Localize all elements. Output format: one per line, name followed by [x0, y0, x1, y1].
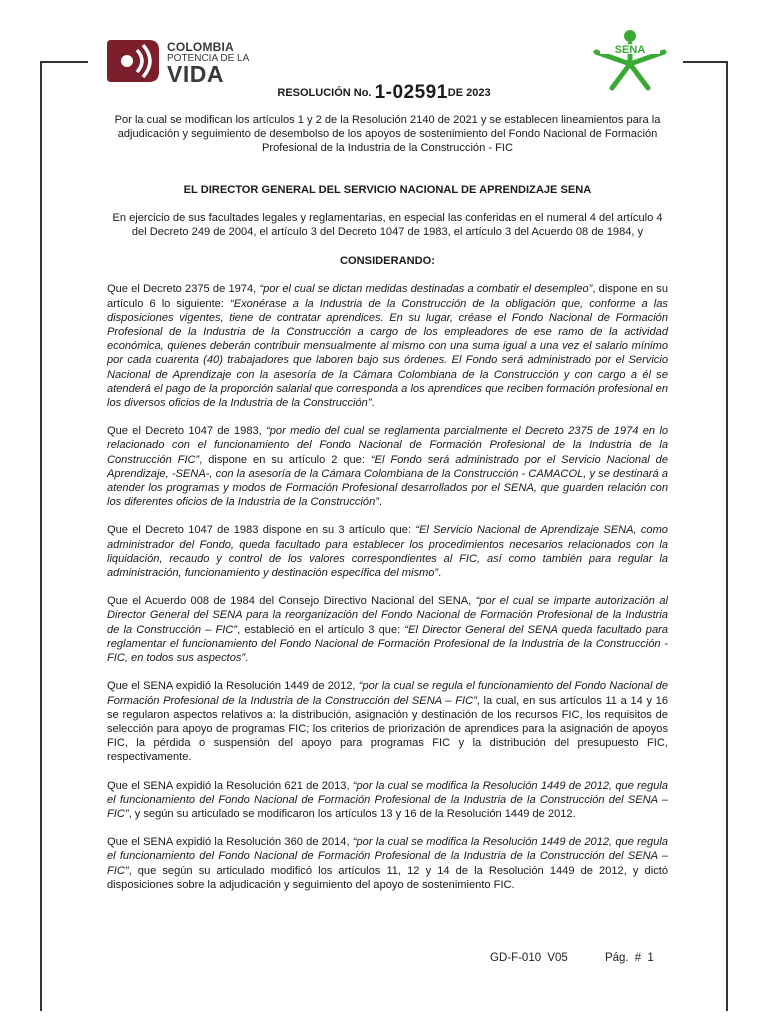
considering-paragraph-4 [107, 594, 668, 665]
paragraph-quote: “por la cual se regula el funcionamiento del Fondo Nacional de Formación Profesional de la Industria de la Construcción del SENA – FIC” [107, 680, 668, 707]
paragraph-quote: “El Director General del SENA queda facultado para reglamentar el funcionamiento del Fondo Nacional de Formación Profesional de la Industria de la Construcción - FIC, en todos sus aspectos” [107, 623, 669, 665]
paragraph-text: . [438, 567, 442, 580]
paragraph-quote: “por la cual se modifica la Resolución 1449 de 2012, que regula el funcionamiento del Fondo Nacional de Formación Profesional de la Industria de la Construcción del SENA – FIC” [107, 836, 668, 877]
considering-paragraph-2 [107, 424, 668, 509]
paragraph-text: Que el SENA expidió la Resolución 360 de 2014, [107, 836, 353, 849]
form-code: GD-F-010 V05 [490, 952, 568, 964]
paragraph-text: , la cual, en sus artículos 11 a 14 y 16 se regularon aspectos relativos a: la distribución, asignación y destinación de los recursos FIC, los requisitos de selección para apoyo de programas FIC; los criterios de priorización de aprendices para la asignación de apoyos FIC, la pérdida o suspensión del apoyo para programas FIC y la distribución del presupuesto FIC, respectivamente. [107, 694, 668, 764]
frame-line-top-left [40, 61, 88, 63]
sena-logo-text: SENA [614, 44, 646, 56]
paragraph-text: Que el Decreto 2375 de 1974, [107, 283, 260, 296]
paragraph-quote: “por el cual se imparte autorización al Director General del SENA para la reorganización del Fondo Nacional de Formación Profesional de la Industria de la Construcción – FIC” [107, 595, 668, 636]
considering-paragraph-7 [107, 835, 668, 892]
resolution-year: DE 2023 [447, 87, 491, 99]
paragraph-text: Que el SENA expidió la Resolución 621 de 2013, [107, 779, 353, 792]
logo-text-vida: VIDA [167, 61, 224, 87]
paragraph-text: Que el Decreto 1047 de 1983, [107, 425, 267, 438]
paragraph-text: , y según su articulado se modificaron los artículos 13 y 16 de la Resolución 1449 de 2012. [128, 807, 576, 820]
considering-paragraph-5 [107, 679, 668, 764]
considering-paragraph-1 [107, 282, 668, 410]
legal-powers-paragraph: En ejercicio de sus facultades legales y reglamentarias, en especial las conferidas en el numeral 4 del artículo 4 del Decreto 249 de 2004, el artículo 3 del Decreto 1047 de 1983, el artículo 3 del Acuerdo 08 de 1984, y [112, 211, 663, 239]
paragraph-quote: “por medio del cual se reglamenta parcialmente el Decreto 2375 de 1974 en lo relacionado con el funcionamiento del Fondo Nacional de Formación Profesional de la Industria de la Construcción FIC” [107, 425, 668, 466]
colombia-potencia-de-la-vida-logo [107, 40, 252, 87]
paragraph-text: . [371, 397, 375, 410]
frame-line-right [726, 61, 728, 1011]
frame-line-top-right [683, 61, 728, 63]
resolution-title [0, 82, 768, 104]
frame-line-left [40, 61, 42, 1011]
resolution-subject: Por la cual se modifican los artículos 1 y 2 de la Resolución 2140 de 2021 y se establecen lineamientos para la adjudicación y seguimiento de desembolso de los apoyos de sostenimiento del Fondo Nacional de Formación Profesional de la Industria de la Construcción - FIC [114, 114, 661, 155]
considering-paragraph-3 [107, 523, 668, 580]
logo-text-colombia: COLOMBIA [167, 40, 234, 54]
document-body [107, 113, 668, 892]
paragraph-text: , que según su articulado modificó los artículos 11, 12 y 14 de la Resolución 1449 de 2012, y dictó disposiciones sobre la adjudicación y seguimiento del apoyo de sostenimiento FIC. [107, 864, 668, 891]
logo-text-potencia: POTENCIA DE LA [167, 53, 250, 64]
paragraph-text: , dispone en su artículo 2 que: [199, 453, 371, 466]
resolution-number: 1-02591 [374, 82, 448, 103]
paragraph-text: Que el Acuerdo 008 de 1984 del Consejo Directivo Nacional del SENA, [107, 595, 476, 608]
resolution-label: RESOLUCIÓN No. [277, 87, 372, 99]
paragraph-quote: “El Servicio Nacional de Aprendizaje SENA, como administrador del Fondo, queda facultado para establecer los procedimientos necesarios relacionados con la liquidación, recaudo y control de los valores correspondientes al FIC, así como también para regular la administración, funcionamiento y destinación específica del mismo” [107, 524, 668, 580]
paragraph-quote: “Exonérase a la Industria de la Construcción de la obligación que, conforme a las disposiciones vigentes, tiene de contratar aprendices. En su lugar, créase el Fondo Nacional de Formación Profesional de la Industria de la Construcción a cargo de los empleadores de ese ramo de la actividad económica, quienes deberán contribuir mensualmente al mismo con una suma igual a una vez el salario mínimo por cada cuarenta (40) trabajadores que laboren bajo sus órdenes. El Fondo será administrado por el Servicio Nacional de Aprendizaje con la asesoría de la Cámara Colombiana de la Construcción y con cargo a él se atenderá el pago de la proporción salarial que corresponda a los aprendices que reciben formación profesional en los diversos oficios de la Industria de la Construcción” [107, 297, 668, 410]
considering-paragraph-6 [107, 779, 668, 822]
paragraph-text: Que el Decreto 1047 de 1983 dispone en su 3 artículo que: [107, 524, 416, 537]
paragraph-quote: “por la cual se modifica la Resolución 1449 de 2012, que regula el funcionamiento del Fondo Nacional de Formación Profesional de la Industria de la Construcción del SENA – FIC” [107, 779, 668, 820]
paragraph-text: , estableció en el artículo 3 que: [237, 623, 405, 636]
page-footer [490, 952, 654, 964]
colombia-logo-mark-icon [107, 40, 159, 82]
paragraph-text: . [245, 652, 249, 665]
paragraph-text: Que el SENA expidió la Resolución 1449 de 2012, [107, 680, 359, 693]
page-number: Pág. # 1 [604, 952, 654, 964]
paragraph-quote: “por el cual se dictan medidas destinadas a combatir el desempleo” [259, 283, 593, 296]
paragraph-text: . [378, 496, 383, 509]
paragraph-quote: “El Fondo será administrado por el Servicio Nacional de Aprendizaje, -SENA-, con la asesoría de la Cámara Colombiana de la Construcción - CAMACOL, y se destinará a atender los programas y modos de Formación Profesional desarrollados por el SENA, que guarden relación con los diferentes oficios de la Industria de la Construcción” [107, 453, 668, 509]
paragraph-text: , dispone en su artículo 6 lo siguiente: [107, 283, 668, 310]
considering-heading: CONSIDERANDO: [340, 255, 435, 268]
director-heading: EL DIRECTOR GENERAL DEL SERVICIO NACIONAL DE APRENDIZAJE SENA [183, 183, 592, 196]
